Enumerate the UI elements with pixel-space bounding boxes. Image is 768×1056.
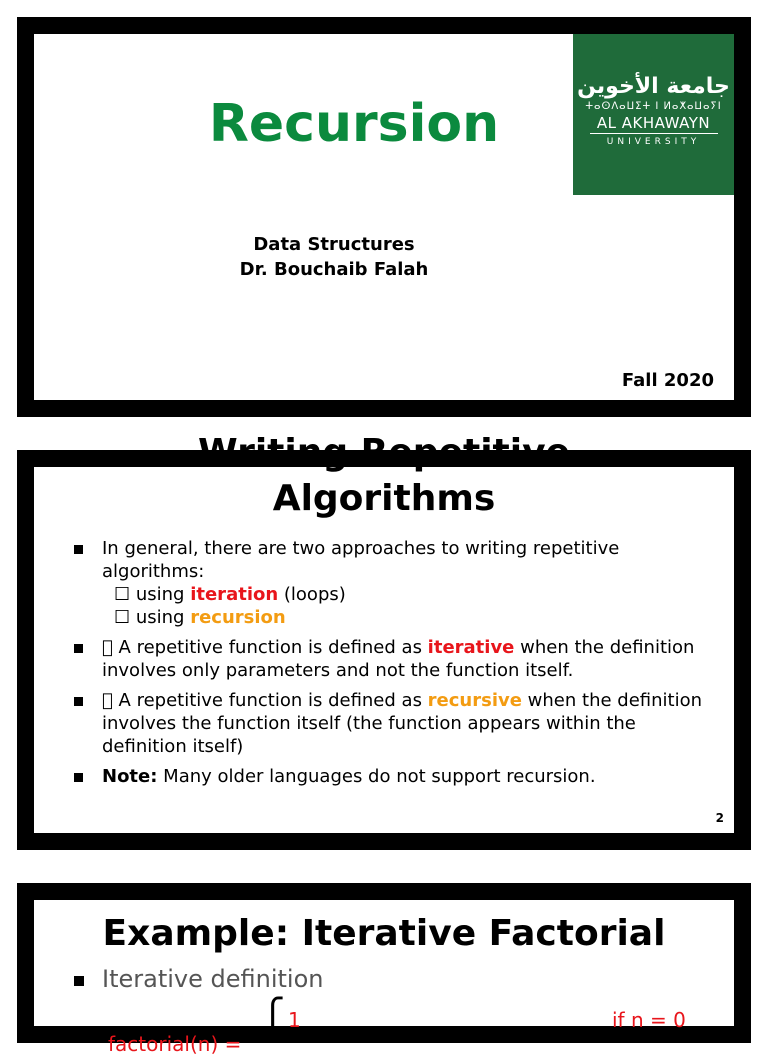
term-label: Fall 2020 — [621, 370, 714, 391]
slide-title: Example: Iterative Factorial — [102, 913, 666, 954]
logo-arabic-text: جامعة الأخوين — [577, 74, 730, 99]
course-name: Data Structures — [253, 234, 415, 255]
case-1-value: 1 — [288, 1008, 301, 1032]
slide-title: Recursion — [208, 94, 500, 154]
bullet-approaches — [74, 537, 704, 629]
bullet-text: In general, there are two approaches to writing repetitive algorithms: — [102, 538, 620, 582]
university-logo — [573, 34, 734, 195]
bullet-square-icon — [74, 545, 83, 554]
logo-divider — [590, 133, 718, 134]
slide-title-line-2: Algorithms — [272, 478, 496, 519]
missing-glyph-icon: ￿ — [102, 637, 113, 658]
case-1-condition: if n = 0 — [612, 1008, 686, 1032]
logo-tifinagh-text: ⵜⴰⵙⴷⴰⵡⵉⵜ ⵏ ⵍⴰⵅⴰⵡⴰⵢⵏ — [585, 101, 722, 112]
page-number: 2 — [715, 811, 724, 825]
bullet-square-icon — [74, 773, 83, 782]
slide-3 — [17, 883, 751, 1056]
slide-subtitle — [34, 232, 634, 282]
note-text: Many older languages do not support recursion. — [157, 766, 596, 787]
function-label: factorial(n) = — [108, 1032, 242, 1056]
slide-2 — [17, 432, 751, 850]
sub-item-iteration: ☐ using iteration (loops) — [114, 584, 346, 605]
bullet-square-icon — [74, 644, 83, 653]
logo-name: AL AKHAWAYN — [596, 114, 711, 132]
bullet-list — [74, 537, 704, 795]
logo-subtitle: UNIVERSITY — [606, 137, 701, 147]
bullet-iterative-definition: ￿ A repetitive function is defined as iterative when the definition involves only parameters and not the function itself. — [74, 636, 704, 682]
bullet-iterative-definition — [74, 965, 323, 993]
bullet-recursive-definition: ￿ A repetitive function is defined as recursive when the definition involves the function itself (the function appears within the definition itself) — [74, 689, 704, 758]
missing-glyph-icon: ￿ — [102, 690, 113, 711]
bullet-square-icon — [74, 697, 83, 706]
slide-title-line-1: Writing Repetitive — [198, 432, 570, 473]
sub-item-recursion: ☐ using recursion — [114, 607, 286, 628]
note-label: Note: — [102, 766, 158, 787]
bullet-note — [74, 765, 704, 788]
bullet-square-icon — [74, 976, 84, 986]
bullet-text: Iterative definition — [102, 965, 324, 993]
slide-1 — [17, 17, 751, 417]
brace-icon: ⎧ — [260, 997, 286, 1037]
instructor-name: Dr. Bouchaib Falah — [239, 259, 429, 280]
